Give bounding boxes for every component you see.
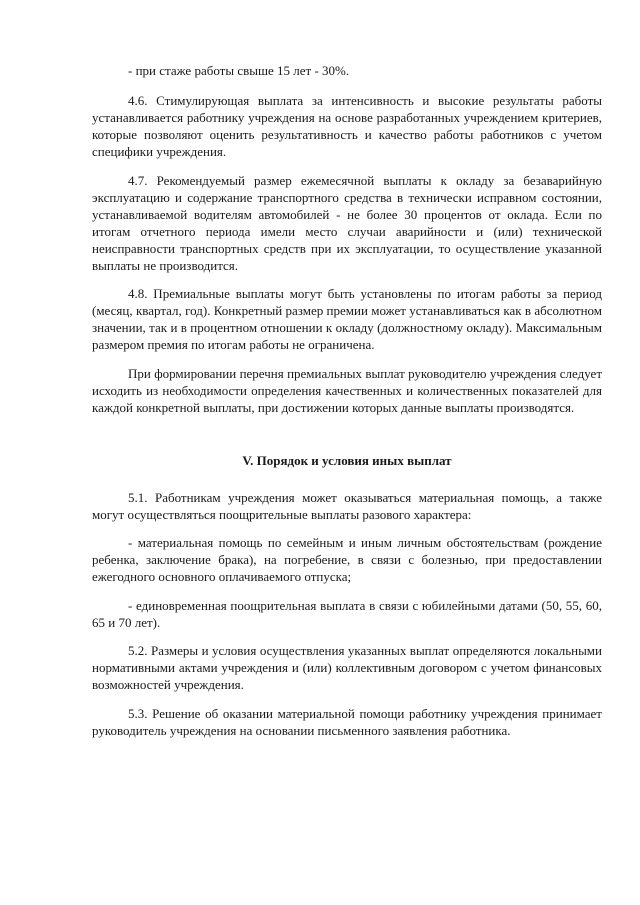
paragraph-4-7: 4.7. Рекомендуемый размер ежемесячной выплаты к окладу за безаварийную эксплуатацию и содержание транспортного средства в технически исправном состоянии, устанавливаемой водителям автомобилей - не более 30 процентов от оклада. Если по итогам отчетного периода имели место случаи аварийности и (или) технической неисправности транспортных средств при их эксплуатации, то осуществление указанной выплаты не производится. (92, 172, 602, 273)
paragraph-5-2: 5.2. Размеры и условия осуществления указанных выплат определяются локальными нормативными актами учреждения и (или) коллективным договором с учетом финансовых возможностей учреждения. (92, 643, 602, 692)
paragraph-4-8: 4.8. Премиальные выплаты могут быть установлены по итогам работы за период (месяц, квартал, год). Конкретный размер премии может устанавливаться как в абсолютном значении, так и в процентном отношении к окладу (должностному окладу). Максимальным размером премия по итогам работы не ограничена. (92, 286, 602, 352)
paragraph-5-1: 5.1. Работникам учреждения может оказываться материальная помощь, а также могут осуществляться поощрительные выплаты разового характера: (92, 489, 602, 522)
paragraph-4-6: 4.6. Стимулирующая выплата за интенсивность и высокие результаты работы устанавливается работнику учреждения на основе разработанных учреждением критериев, которые позволяют оценить результативность и качество работы работников с учетом специфики учреждения. (92, 93, 602, 159)
paragraph-bonus-list: При формировании перечня премиальных выплат руководителю учреждения следует исходить из необходимости определения качественных и количественных показателей для каждой конкретной выплаты, при достижении которых данные выплаты производятся. (92, 365, 602, 415)
paragraph-seniority-30: - при стаже работы свыше 15 лет - 30%. (128, 63, 350, 78)
section-heading: V. Порядок и условия иных выплат (242, 452, 452, 468)
paragraph-5-3: 5.3. Решение об оказании материальной помощи работнику учреждения принимает руководитель учреждения на основании письменного заявления работника. (92, 705, 602, 738)
paragraph-material-aid: - материальная помощь по семейным и иным личным обстоятельствам (рождение ребенка, заключение брака), на погребение, в связи с болезнью, при предоставлении ежегодного основного оплачиваемого отпуска; (92, 535, 602, 584)
paragraph-anniversary-payment: - единовременная поощрительная выплата в связи с юбилейными датами (50, 55, 60, 65 и 70 лет). (92, 597, 602, 630)
